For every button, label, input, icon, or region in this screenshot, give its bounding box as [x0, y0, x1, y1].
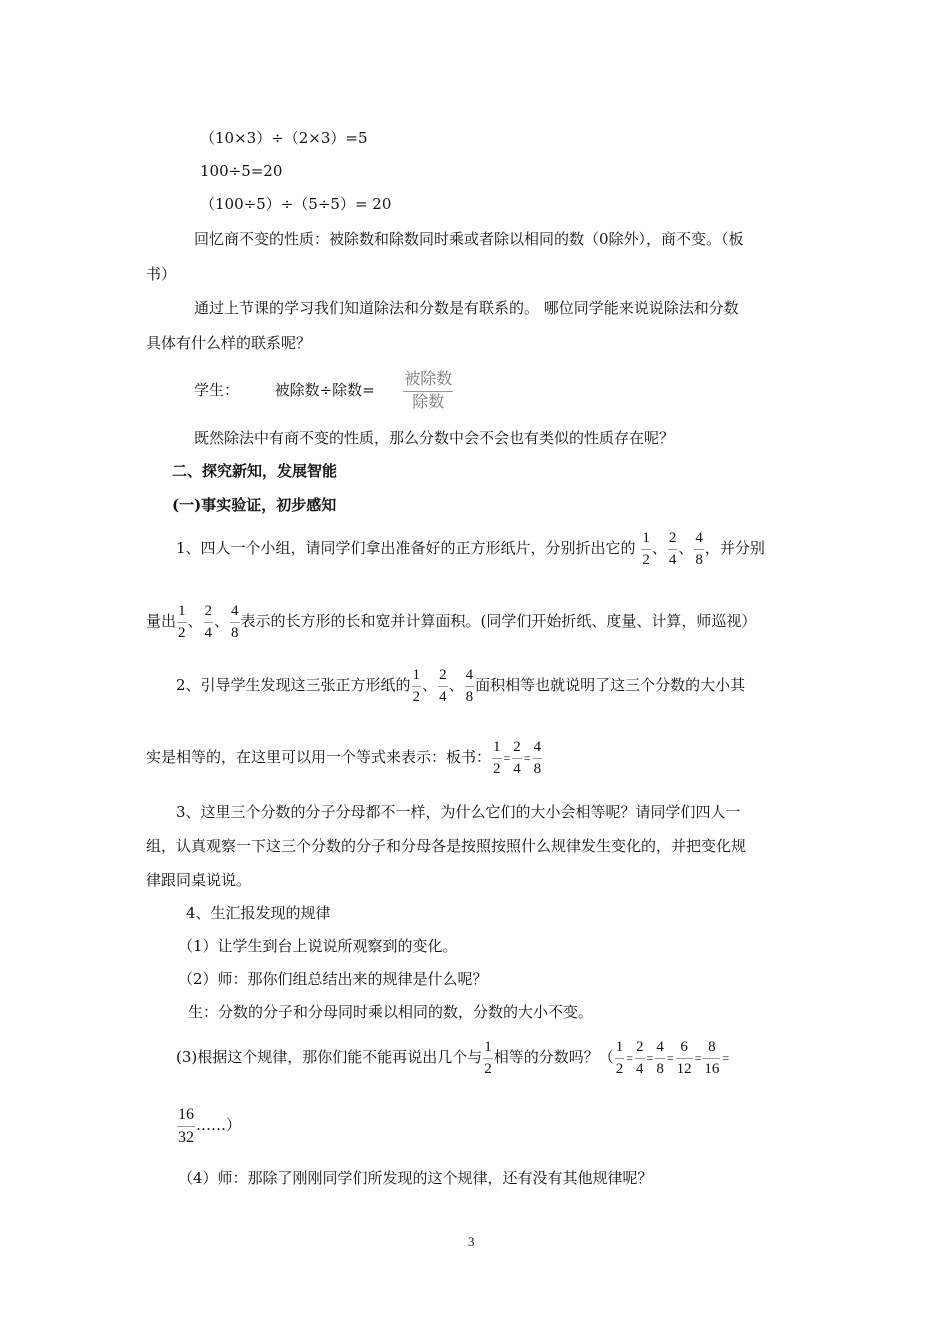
fraction-8-16: $\frac{8}{16}$ [704, 1038, 720, 1077]
student-label: 学生： [194, 381, 240, 399]
fraction-2-4: $\frac{2}{4}$ [636, 1038, 644, 1077]
step-4-item-3-cont: $\frac{16}{32}$ ……） [178, 1105, 242, 1146]
fraction-2-4: $\frac{2}{4}$ [513, 738, 521, 777]
equation-line-3: （100÷5）÷（5÷5）= 20 [200, 195, 392, 213]
fraction-2-4: $\frac{2}{4}$ [668, 529, 677, 568]
fraction-4-8: $\frac{4}{8}$ [695, 529, 703, 568]
step-4-item-1: （1）让学生到台上说说所观察到的变化。 [178, 937, 458, 955]
fraction-1-2: $\frac{1}{2}$ [178, 602, 186, 641]
step-4-item-3: (3)根据这个规律，那你们能不能再说出几个与 $\frac{1}{2}$ 相等的分数吗？（ $\frac{1}{2}$ = $\frac{2}{4}$ = $\frac{4}{8}$ = $\frac{6}{12}$ = $\frac{8}{16}$ = [176, 1038, 730, 1077]
step-4-student-answer: 生：分数的分子和分母同时乘以相同的数，分数的大小不变。 [188, 1003, 594, 1021]
fraction-6-12: $\frac{6}{12}$ [676, 1038, 692, 1077]
fraction-4-8: $\frac{4}{8}$ [231, 602, 239, 641]
fraction-1-2: $\frac{1}{2}$ [615, 1038, 624, 1077]
step-4-item-4: （4）师：那除了刚刚同学们所发现的这个规律，还有没有其他规律呢？ [178, 1169, 653, 1187]
fraction-denominator: 除数 [412, 393, 445, 411]
fraction-4-8: $\frac{4}{8}$ [533, 738, 542, 777]
section-heading: 二、探究新知，发展智能 [172, 462, 338, 480]
division-text: 被除数÷除数= [274, 381, 375, 399]
paragraph-recall: 回忆商不变的性质：被除数和除数同时乘或者除以相同的数（0除外），商不变。（板 [194, 230, 744, 248]
step-1-text: 1、四人一个小组，请同学们拿出准备好的正方形纸片，分别折出它的 [176, 539, 636, 557]
paragraph-recall-cont: 书） [146, 265, 177, 283]
paragraph-question: 既然除法中有商不变的性质，那么分数中会不会也有类似的性质存在呢？ [194, 429, 675, 447]
fraction-4-8: $\frac{4}{8}$ [465, 666, 474, 705]
page-number: 3 [468, 1234, 475, 1249]
step-2-line-cont: 实是相等的，在这里可以用一个等式来表示：板书： $\frac{1}{2}$ = $\frac{2}{4}$ = $\frac{4}{8}$ [146, 738, 542, 777]
subsection-heading: (一)事实验证，初步感知 [172, 496, 337, 514]
student-answer-line [194, 369, 454, 411]
step-1-text-end: ，并分别 [704, 539, 765, 557]
step-3-line-3: 律跟同桌说说。 [146, 871, 252, 889]
fraction-dividend-over-divisor [403, 372, 453, 411]
fraction-numerator: 被除数 [403, 372, 453, 392]
fraction-16-32: $\frac{16}{32}$ [178, 1105, 194, 1146]
step-1-line-cont: 量出 $\frac{1}{2}$ 、 $\frac{2}{4}$ 、 $\frac{4}{8}$ 表示的长方形的长和宽并计算面积。(同学们开始折纸、度量、计算，师巡视） [146, 602, 757, 641]
fraction-2-4: $\frac{2}{4}$ [439, 666, 447, 705]
equation-line-1: （10×3）÷（2×3）=5 [200, 129, 368, 147]
equation-line-2: 100÷5=20 [200, 162, 283, 180]
step-3-line-2: 组，认真观察一下这三个分数的分子和分母各是按照按照什么规律发生变化的，并把变化规 [146, 837, 747, 855]
step-4-item-2: （2）师：那你们组总结出来的规律是什么呢？ [178, 970, 488, 988]
step-1-line: 1、四人一个小组，请同学们拿出准备好的正方形纸片，分别折出它的 $\frac{1}{2}$ 、 $\frac{2}{4}$ 、 $\frac{4}{8}$ ，并分别 [176, 529, 765, 568]
step-3-line-1: 3、这里三个分数的分子分母都不一样，为什么它们的大小会相等呢？请同学们四人一 [176, 803, 741, 821]
paragraph-link-cont: 具体有什么样的联系呢？ [146, 334, 312, 352]
step-2-line: 2、引导学生发现这三张正方形纸的 $\frac{1}{2}$ 、 $\frac{2}{4}$ 、 $\frac{4}{8}$ 面积相等也就说明了这三个分数的大小其 [176, 666, 746, 705]
fraction-1-2: $\frac{1}{2}$ [493, 738, 501, 777]
fraction-1-2: $\frac{1}{2}$ [642, 529, 650, 568]
fraction-2-4: $\frac{2}{4}$ [204, 602, 213, 641]
step-4-heading: 4、生汇报发现的规律 [186, 904, 331, 922]
fraction-4-8: $\frac{4}{8}$ [656, 1038, 664, 1077]
fraction-1-2: $\frac{1}{2}$ [412, 666, 421, 705]
fraction-1-2: $\frac{1}{2}$ [484, 1038, 492, 1077]
paragraph-link: 通过上节课的学习我们知道除法和分数是有联系的。 哪位同学能来说说除法和分数 [194, 299, 739, 317]
